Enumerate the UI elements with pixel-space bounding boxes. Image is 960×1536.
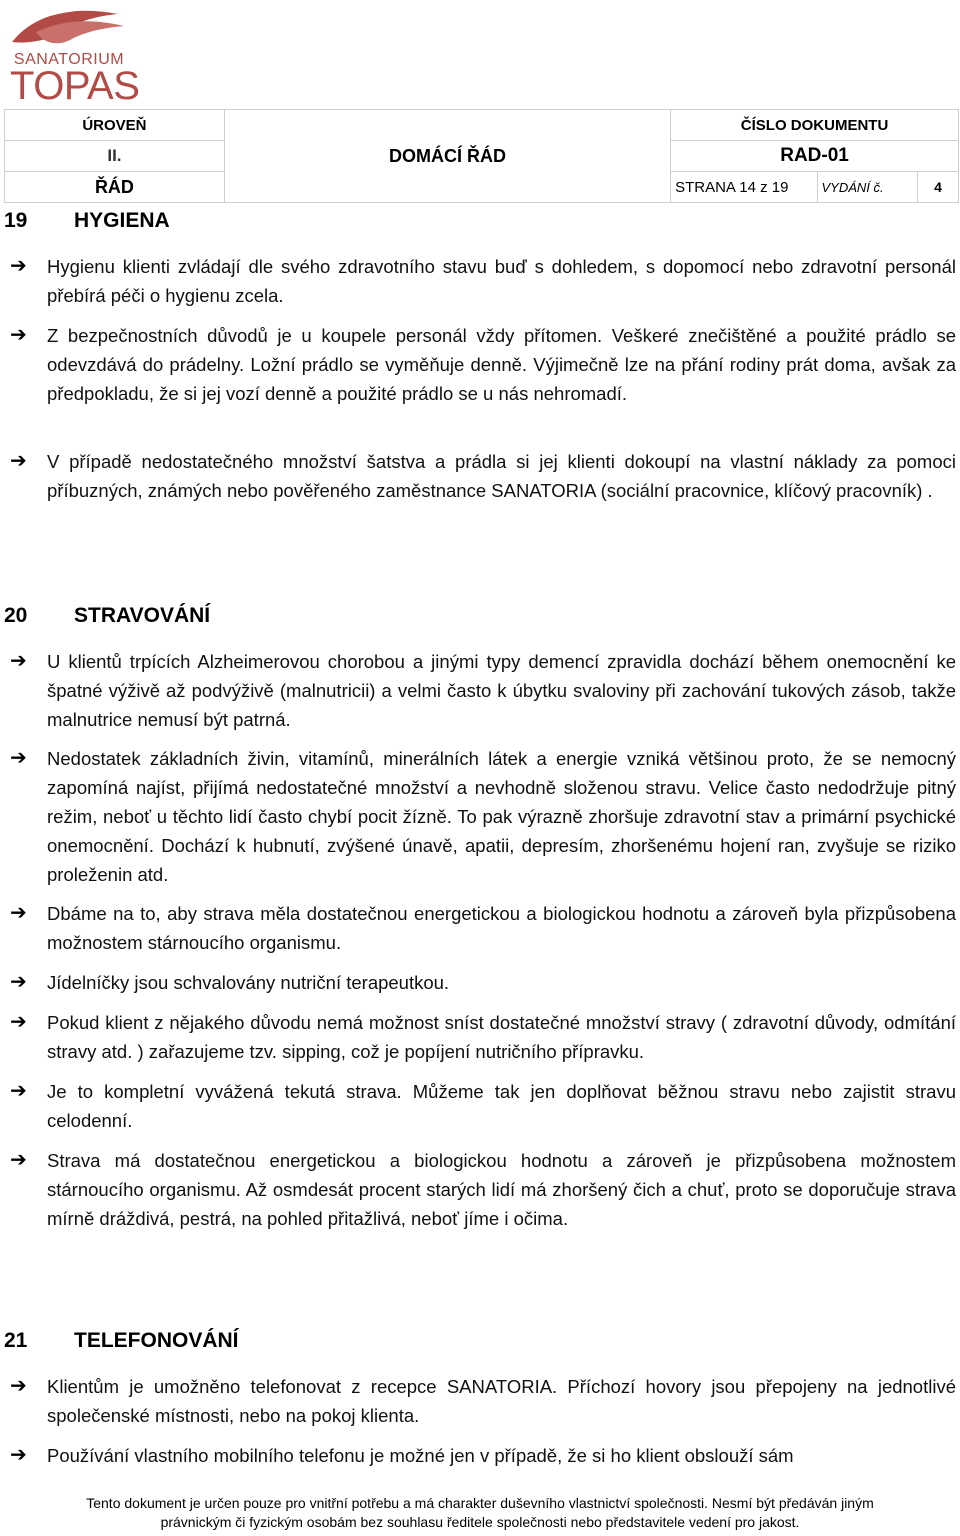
arrow-right-icon: ➔ [10,1149,27,1171]
document-header-table [4,109,959,203]
footer-line-1: Tento dokument je určen pouze pro vnitřní potřebu a má charakter duševního vlastnictví společnosti. Nesmí být předáván jiným [86,1495,874,1511]
logo-hands-icon [6,2,128,52]
list-item [10,1372,956,1430]
level-type: ŘÁD [5,172,225,203]
arrow-right-icon: ➔ [10,1375,27,1397]
list-item [10,1008,956,1066]
arrow-right-icon: ➔ [10,650,27,672]
list-item [10,744,956,889]
list-item-text: Strava má dostatečnou energetickou a biologickou hodnotu a zároveň je přizpůsobena možnostem stárnoucího organismu. Až osmdesát procent starých lidí má zhoršený čich a chuť, proto se doporučuje strava mírně dráždivá, pestrá, na pohled přitažlivá, neboť jíme i očima. [47,1150,956,1229]
list-item [10,647,956,734]
page-number: STRANA 14 z 19 [671,172,817,203]
list-item [10,899,956,957]
arrow-right-icon: ➔ [10,1444,27,1466]
list-item [10,1441,956,1470]
list-item-text: Pokud klient z nějakého důvodu nemá možnost sníst dostatečné množství stravy ( zdravotní důvody, odmítání stravy atd. ) zařazujeme tzv. sipping, což je popíjení nutričního přípravku. [47,1012,956,1062]
list-item-text: Hygienu klienti zvládají dle svého zdravotního stavu buď s dohledem, s dopomocí nebo zdravotní personál přebírá péči o hygienu zcela. [47,256,956,306]
level-value: II. [5,141,225,172]
list-item-text: Klientům je umožněno telefonovat z recepce SANATORIA. Příchozí hovory jsou přepojeny na jednotlivé společenské místnosti, nebo na pokoj klienta. [47,1376,956,1426]
list-item [10,321,956,408]
list-item-text: Jídelníčky jsou schvalovány nutriční terapeutkou. [47,972,450,993]
list-item-text: Dbáme na to, aby strava měla dostatečnou energetickou a biologickou hodnotu a zároveň byla přizpůsobena možnostem stárnoucího organismu. [47,903,956,953]
edition-number: 4 [918,172,959,203]
section-number: 21 [4,1329,28,1352]
document-number: RAD-01 [671,141,959,172]
section-number: 19 [4,209,28,232]
document-number-label: ČÍSLO DOKUMENTU [671,110,959,141]
section-number: 20 [4,604,28,627]
edition-label: VYDÁNÍ č. [817,172,918,203]
company-logo [6,2,140,108]
arrow-right-icon: ➔ [10,971,27,993]
arrow-right-icon: ➔ [10,324,27,346]
list-item [10,447,956,505]
list-item-text: Z bezpečnostních důvodů je u koupele personál vždy přítomen. Veškeré znečištěné a použité prádlo se odevzdává do prádelny. Ložní prádlo se vyměňuje denně. Výjimečně lze na přání rodiny prát doma, avšak za předpokladu, že si jej vozí denně a použité prádlo se u nás nehromadí. [47,325,956,404]
footer-line-2: právnickým či fyzickým osobám bez souhlasu ředitele společnosti nebo představitele vedení pro jakost. [160,1514,800,1530]
list-item [10,1146,956,1233]
section-title: STRAVOVÁNÍ [74,604,211,627]
section-heading-stravovani [4,604,210,628]
arrow-right-icon: ➔ [10,450,27,472]
list-item [10,968,956,997]
list-item-text: Je to kompletní vyvážená tekutá strava. Můžeme tak jen doplňovat běžnou stravu nebo zajistit stravu celodenní. [47,1081,956,1131]
arrow-right-icon: ➔ [10,255,27,277]
arrow-right-icon: ➔ [10,1011,27,1033]
list-item-text: Nedostatek základních živin, vitamínů, minerálních látek a energie vzniká většinou proto, že se nemocný zapomíná najíst, přijímá nedostatečné množství a nevhodně složenou stravu. Velice často nedodržuje pitný režim, neboť u těchto lidí často chybí pocit žízně. To pak výrazně zhoršuje zdravotní stav a primární psychické onemocnění. Dochází k hubnutí, zvýšené únavě, apatii, depresím, zhoršenému hojení ran, zvyšuje se riziko proleženin atd. [47,748,956,885]
list-item-text: Používání vlastního mobilního telefonu je možné jen v případě, že si ho klient obslouží sám [47,1445,794,1466]
list-item-text: U klientů trpících Alzheimerovou chorobou a jinými typy demencí zpravidla dochází během onemocnění ke špatné výživě až podvýživě (malnutricii) a velmi často k úbytku svaloviny při zachování tukových zásob, takže malnutrice nemusí být patrná. [47,651,956,730]
list-item [10,1077,956,1135]
list-item-text: V případě nedostatečného množství šatstva a prádla si jej klienti dokoupí na vlastní náklady za pomoci příbuzných, známých nebo pověřeného zaměstnance SANATORIA (sociální pracovnice, klíčový pracovník) . [47,451,956,501]
logo-text-topas: TOPAS [10,64,140,108]
arrow-right-icon: ➔ [10,902,27,924]
section-heading-telefonovani [4,1329,239,1353]
level-label: ÚROVEŇ [5,110,225,141]
logo-text-sanatorium: SANATORIUM [13,51,125,68]
confidentiality-footer [0,1494,960,1532]
section-title: TELEFONOVÁNÍ [74,1329,239,1352]
arrow-right-icon: ➔ [10,747,27,769]
arrow-right-icon: ➔ [10,1080,27,1102]
list-item [10,252,956,310]
document-title: DOMÁCÍ ŘÁD [224,110,670,203]
section-title: HYGIENA [74,209,170,232]
section-heading-hygiena [4,209,170,233]
